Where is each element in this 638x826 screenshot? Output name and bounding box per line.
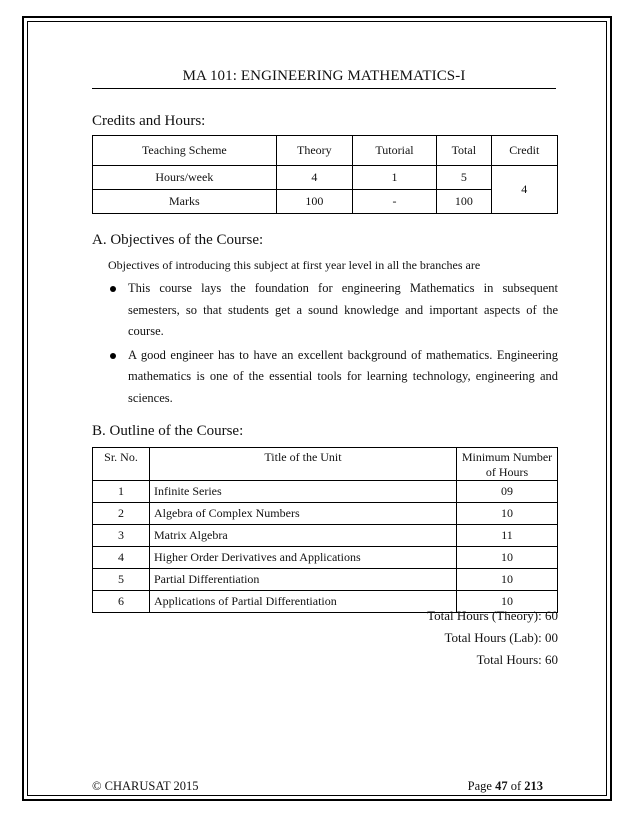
- credits-header-cell: Tutorial: [353, 136, 437, 166]
- outline-cell: 10: [457, 591, 558, 613]
- credits-heading: Credits and Hours:: [92, 113, 206, 129]
- credits-row-hours: [93, 166, 558, 190]
- totals-block: [427, 605, 558, 671]
- credits-header-cell: Teaching Scheme: [93, 136, 277, 166]
- outline-cell: 3: [93, 525, 150, 547]
- list-item: [108, 345, 558, 410]
- credits-cell: 100: [276, 190, 352, 214]
- credits-cell: 5: [437, 166, 492, 190]
- list-item: [108, 278, 558, 343]
- outline-cell: Partial Differentiation: [150, 569, 457, 591]
- credits-header-cell: Credit: [491, 136, 557, 166]
- bullet-text: A good engineer has to have an excellent background of mathematics. Engineering mathematics is one of the essential tools for learning technology, engineering and sciences.: [128, 347, 558, 405]
- outline-cell: 6: [93, 591, 150, 613]
- page-number: 47: [495, 779, 508, 793]
- credits-cell: Marks: [93, 190, 277, 214]
- bullet-icon: [110, 286, 116, 292]
- outline-cell: 5: [93, 569, 150, 591]
- outline-cell: 10: [457, 503, 558, 525]
- outline-header-row: [93, 448, 558, 481]
- page-total: 213: [524, 779, 543, 793]
- table-row: [93, 525, 558, 547]
- table-row: [93, 569, 558, 591]
- outline-cell: Higher Order Derivatives and Applications: [150, 547, 457, 569]
- outline-cell: Matrix Algebra: [150, 525, 457, 547]
- credits-header-cell: Theory: [276, 136, 352, 166]
- page-title: MA 101: ENGINEERING MATHEMATICS-I: [182, 68, 466, 84]
- credit-value-cell: 4: [491, 166, 557, 214]
- total-hours: Total Hours: 60: [476, 652, 558, 667]
- outline-cell: 2: [93, 503, 150, 525]
- credits-row-marks: [93, 190, 558, 214]
- credits-cell: 100: [437, 190, 492, 214]
- page-of: of: [507, 779, 525, 793]
- objectives-heading: A. Objectives of the Course:: [92, 232, 264, 248]
- footer-page-number: [468, 779, 543, 794]
- title-underline: [92, 88, 556, 89]
- credits-header-cell: Total: [437, 136, 492, 166]
- credits-cell: Hours/week: [93, 166, 277, 190]
- outline-cell: 4: [93, 547, 150, 569]
- bullet-icon: [110, 353, 116, 359]
- objectives-list: [108, 278, 558, 411]
- objectives-intro: Objectives of introducing this subject at first year level in all the branches are: [108, 258, 481, 272]
- total-theory: Total Hours (Theory): 60: [427, 608, 558, 623]
- credits-cell: -: [353, 190, 437, 214]
- outline-table: [92, 447, 558, 613]
- credits-cell: 1: [353, 166, 437, 190]
- credits-table: [92, 135, 558, 214]
- outline-header-cell: Minimum Number of Hours: [457, 448, 558, 481]
- footer-copyright: © CHARUSAT 2015: [92, 779, 199, 793]
- outline-header-cell: Title of the Unit: [150, 448, 457, 481]
- outline-cell: 10: [457, 547, 558, 569]
- outline-header-cell: Sr. No.: [93, 448, 150, 481]
- outline-cell: 1: [93, 481, 150, 503]
- outline-cell: 11: [457, 525, 558, 547]
- table-row: [93, 481, 558, 503]
- credits-cell: 4: [276, 166, 352, 190]
- outline-cell: Applications of Partial Differentiation: [150, 591, 457, 613]
- table-row: [93, 503, 558, 525]
- outline-cell: 10: [457, 569, 558, 591]
- page-prefix: Page: [467, 779, 496, 793]
- outline-cell: 09: [457, 481, 558, 503]
- outline-cell: Algebra of Complex Numbers: [150, 503, 457, 525]
- table-row: [93, 547, 558, 569]
- total-lab: Total Hours (Lab): 00: [444, 630, 558, 645]
- credits-header-row: [93, 136, 558, 166]
- outline-heading: B. Outline of the Course:: [92, 423, 244, 439]
- outline-cell: Infinite Series: [150, 481, 457, 503]
- bullet-text: This course lays the foundation for engineering Mathematics in subsequent semesters, so that students get a sound knowledge and important aspects of the course.: [128, 281, 558, 338]
